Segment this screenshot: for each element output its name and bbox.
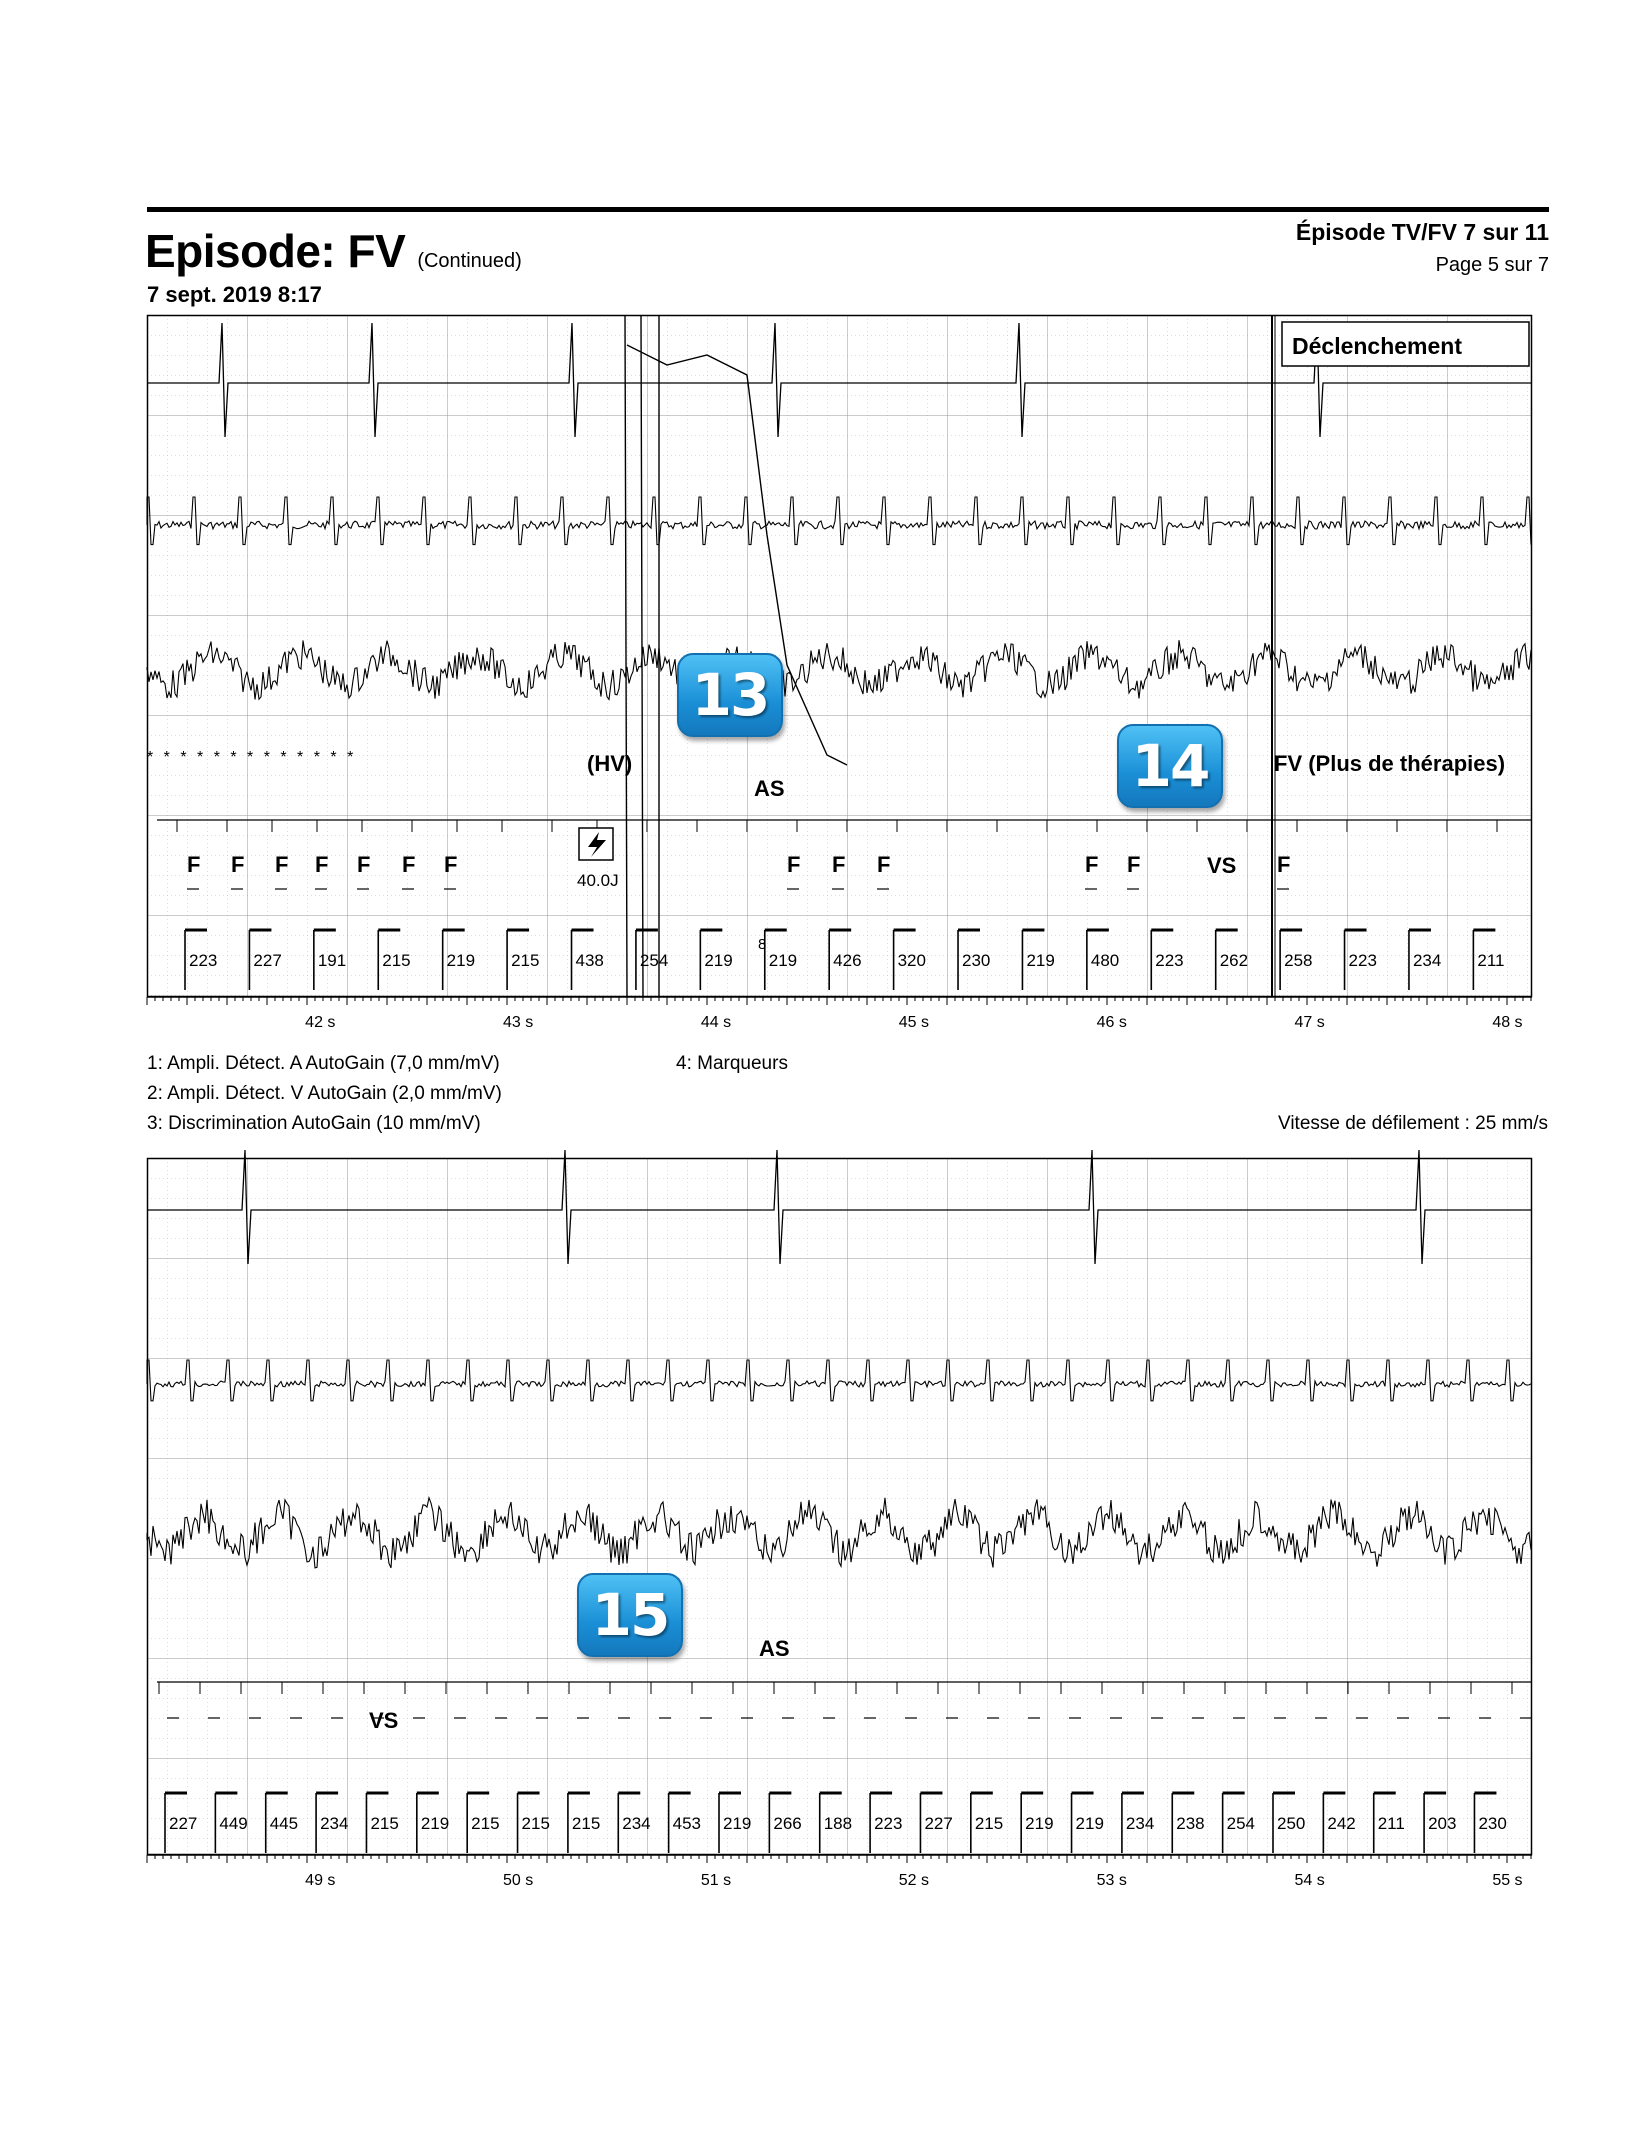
rr-interval: 445 <box>269 1814 299 1833</box>
rr-interval: 227 <box>169 1814 198 1833</box>
rr-interval: 262 <box>1219 951 1249 970</box>
vs-label-2: VS <box>369 1708 399 1733</box>
time-tick-label: 46 s <box>1096 1014 1127 1031</box>
fibrillation-marker: F <box>187 852 201 877</box>
rr-interval: 266 <box>773 1814 802 1833</box>
time-tick-label: 44 s <box>700 1014 732 1031</box>
rr-interval: 203 <box>1428 1814 1457 1833</box>
annotation-badge-15: 15 <box>577 1573 683 1657</box>
rr-interval: 234 <box>1412 951 1442 970</box>
rr-interval: 219 <box>1025 1814 1054 1833</box>
rr-interval: 254 <box>1226 1814 1256 1833</box>
rr-interval: 219 <box>723 1814 752 1833</box>
rr-interval: 215 <box>382 951 411 970</box>
legend-ch4: 4: Marqueurs <box>676 1053 788 1074</box>
egm-strip-1 <box>147 315 1532 1031</box>
legend-ch2: 2: Ampli. Détect. V AutoGain (2,0 mm/mV) <box>147 1083 502 1104</box>
fibrillation-marker: F <box>832 852 846 877</box>
rr-interval: 215 <box>521 1814 550 1833</box>
annotation-badge-13: 13 <box>677 653 783 737</box>
fibrillation-marker: F <box>402 852 416 877</box>
rr-interval: 227 <box>924 1814 953 1833</box>
vf-detect-stars: * * * * * * * * * * * * * <box>147 749 357 766</box>
rr-interval: 258 <box>1284 951 1313 970</box>
legend-ch1: 1: Ampli. Détect. A AutoGain (7,0 mm/mV) <box>147 1053 500 1074</box>
rr-interval: 426 <box>833 951 862 970</box>
time-tick-label: 47 s <box>1294 1014 1325 1031</box>
rr-interval: 320 <box>897 951 926 970</box>
scroll-speed: Vitesse de défilement : 25 mm/s <box>1278 1113 1548 1134</box>
episode-count: Épisode TV/FV 7 sur 11 <box>1295 219 1549 245</box>
rr-interval: 254 <box>639 951 669 970</box>
header-rule <box>147 207 1549 212</box>
time-tick-label: 45 s <box>898 1014 929 1031</box>
rr-interval: 188 <box>823 1814 853 1833</box>
rr-interval: 211 <box>1377 1814 1405 1833</box>
rr-interval: 219 <box>446 951 476 970</box>
rr-interval: 449 <box>219 1814 248 1833</box>
rr-interval: 215 <box>370 1814 399 1833</box>
rr-interval: 250 <box>1277 1814 1306 1833</box>
rr-interval: 219 <box>768 951 798 970</box>
fibrillation-marker: F <box>275 852 289 877</box>
annotation-badge-14: 14 <box>1117 724 1223 808</box>
episode-title: Episode: FV (Continued) <box>145 225 522 277</box>
episode-date: 7 sept. 2019 8:17 <box>147 282 322 307</box>
rr-interval: 215 <box>974 1814 1004 1833</box>
fibrillation-marker: F <box>787 852 801 877</box>
rr-interval: 234 <box>320 1814 349 1833</box>
rr-interval: 242 <box>1327 1814 1356 1833</box>
rr-interval: 219 <box>1026 951 1055 970</box>
time-tick-label: 51 s <box>700 1872 732 1889</box>
fibrillation-marker: F <box>1085 852 1099 877</box>
rr-interval: 223 <box>1348 951 1377 970</box>
time-tick-label: 43 s <box>503 1014 534 1031</box>
rr-interval: 211 <box>1477 951 1505 970</box>
rr-interval: 223 <box>1155 951 1184 970</box>
rr-interval: 234 <box>1125 1814 1155 1833</box>
time-tick-label: 48 s <box>1492 1014 1523 1031</box>
fibrillation-marker: F <box>877 852 891 877</box>
fibrillation-marker: F <box>1277 852 1291 877</box>
time-tick-label: 55 s <box>1492 1872 1523 1889</box>
legend-ch3: 3: Discrimination AutoGain (10 mm/mV) <box>147 1113 481 1134</box>
fibrillation-marker: F <box>1127 852 1141 877</box>
as-interval: 8 <box>758 936 767 953</box>
rr-interval: 215 <box>571 1814 601 1833</box>
rr-interval: 238 <box>1176 1814 1205 1833</box>
rr-interval: 219 <box>704 951 733 970</box>
rr-interval: 227 <box>253 951 282 970</box>
as-label: AS <box>754 776 785 801</box>
shock-energy: 40.0J <box>577 871 619 890</box>
rr-interval: 215 <box>511 951 540 970</box>
rr-interval: 453 <box>672 1814 702 1833</box>
fibrillation-marker: F <box>231 852 245 877</box>
fv-no-more-therapy-label: FV (Plus de thérapies) <box>1274 751 1506 776</box>
trigger-label: Déclenchement <box>1292 333 1463 359</box>
rr-interval: 230 <box>962 951 991 970</box>
time-tick-label: 52 s <box>898 1872 929 1889</box>
continued-label: (Continued) <box>417 250 522 272</box>
fibrillation-marker: F <box>444 852 458 877</box>
rr-interval: 219 <box>420 1814 450 1833</box>
time-tick-label: 54 s <box>1294 1872 1325 1889</box>
page-number: Page 5 sur 7 <box>1435 254 1549 276</box>
rr-interval: 223 <box>874 1814 903 1833</box>
time-tick-label: 50 s <box>503 1872 534 1889</box>
rr-interval: 191 <box>317 951 347 970</box>
hv-label: (HV) <box>587 751 633 776</box>
rr-interval: 438 <box>575 951 604 970</box>
rr-interval: 219 <box>1075 1814 1104 1833</box>
fibrillation-marker: F <box>315 852 329 877</box>
as-label-2: AS <box>759 1636 790 1661</box>
time-tick-label: 53 s <box>1096 1872 1127 1889</box>
rr-interval: 480 <box>1090 951 1120 970</box>
time-tick-label: 49 s <box>305 1872 336 1889</box>
rr-interval: 223 <box>189 951 218 970</box>
vs-label: VS <box>1207 853 1237 878</box>
fibrillation-marker: F <box>357 852 371 877</box>
rr-interval: 234 <box>622 1814 651 1833</box>
time-tick-label: 42 s <box>305 1014 336 1031</box>
rr-interval: 230 <box>1478 1814 1507 1833</box>
egm-strip-2 <box>147 1158 1532 1898</box>
rr-interval: 215 <box>471 1814 500 1833</box>
